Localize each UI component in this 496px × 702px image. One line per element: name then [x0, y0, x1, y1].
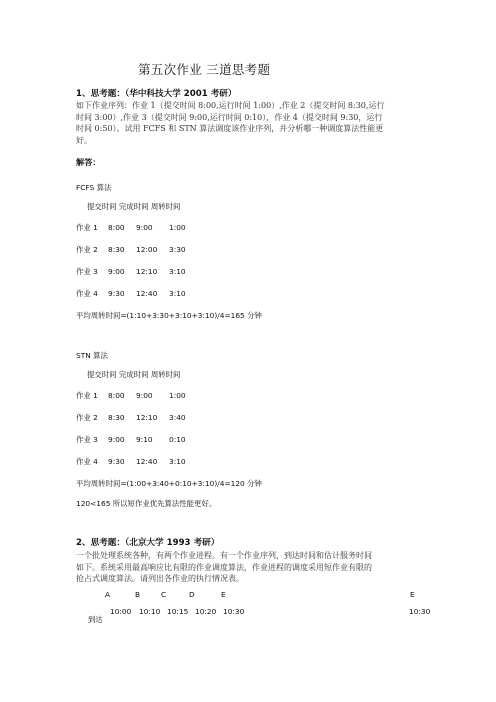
q1-line: 时间 3:00）,作业 3（提交时间 9:00,运行时间 0:10），作业 4（提交时间 9:30，运行: [76, 112, 383, 122]
fcfs-row: [76, 222, 186, 233]
arrival-d: 10:20: [195, 607, 217, 616]
submit-cell: 8:00: [108, 391, 125, 400]
stn-row: [76, 456, 186, 467]
q1-line: 好。: [76, 135, 92, 145]
submit-cell: 8:30: [108, 245, 125, 254]
job-cell: 作业 2: [76, 245, 98, 254]
finish-cell: 12:10: [136, 413, 158, 422]
turn-cell: 3:40: [169, 413, 186, 422]
submit-cell: 8:30: [108, 413, 125, 422]
turn-cell: 3:10: [169, 289, 186, 298]
finish-cell: 9:00: [136, 223, 153, 232]
table-header-c: C: [161, 590, 167, 599]
answer-label: 解答：: [76, 157, 101, 167]
finish-cell: 9:00: [136, 391, 153, 400]
turn-cell: 0:10: [169, 435, 186, 444]
submit-cell: 9:00: [108, 267, 125, 276]
turn-cell: 3:10: [169, 267, 186, 276]
table-header-d: D: [189, 590, 195, 599]
fcfs-average: 平均周转时间=(1:10+3:30+3:10+3:10)/4=165 分钟: [76, 311, 262, 320]
arrival-b: 10:10: [139, 607, 161, 616]
q2-heading: 2、思考题：（北京大学 1993 考研）: [76, 538, 220, 548]
submit-cell: 9:30: [108, 289, 125, 298]
turn-cell: 1:00: [169, 391, 186, 400]
conclusion: 120<165 所以短作业优先算法性能更好。: [76, 499, 217, 508]
stn-row: [76, 412, 186, 423]
table-header-a: A: [105, 590, 111, 599]
job-cell: 作业 3: [76, 435, 98, 444]
job-cell: 作业 4: [76, 289, 98, 298]
finish-cell: 12:00: [136, 245, 158, 254]
q2-line: 一个批处理系统各种，有两个作业进程。有一个作业序列，到达时间和估计服务时间: [76, 551, 372, 560]
stn-row: [76, 390, 186, 401]
job-cell: 作业 2: [76, 413, 98, 422]
q1-line: 时间 0:50）。试用 FCFS 和 STN 算法调度该作业序列，并分析哪一种调度算法性能更: [76, 124, 384, 133]
table-row-label: 到达: [88, 615, 103, 624]
q2-line: 抢占式调度算法。请列出各作业的执行情况表。: [76, 574, 244, 583]
turn-cell: 3:30: [169, 245, 186, 254]
job-cell: 作业 1: [76, 391, 98, 400]
job-cell: 作业 3: [76, 267, 98, 276]
fcfs-row: [76, 266, 186, 277]
stn-row: [76, 434, 186, 445]
q1-paragraph: [76, 100, 416, 146]
finish-cell: 12:40: [136, 457, 158, 466]
finish-cell: 9:10: [136, 435, 153, 444]
table-header-b: B: [135, 590, 141, 599]
submit-cell: 8:00: [108, 223, 125, 232]
arrival-c: 10:15: [167, 607, 189, 616]
finish-cell: 12:40: [136, 289, 158, 298]
submit-cell: 9:00: [108, 435, 125, 444]
job-cell: 作业 1: [76, 223, 98, 232]
q2-paragraph: [76, 550, 416, 585]
fcfs-label: FCFS 算法: [76, 183, 112, 192]
finish-cell: 12:10: [136, 267, 158, 276]
stn-label: STN 算法: [76, 351, 108, 360]
table-header-e-right: E: [410, 590, 415, 599]
fcfs-header: 提交时间 完成时间 周转时间: [87, 202, 181, 211]
job-cell: 作业 4: [76, 457, 98, 466]
stn-average: 平均周转时间=(1:00+3:40+0:10+3:10)/4=120 分钟: [76, 479, 262, 488]
fcfs-row: [76, 244, 186, 255]
q2-line: 如下。系统采用最高响应比有限的作业调度算法，作业进程的调度采用短作业有限的: [76, 562, 372, 572]
submit-cell: 9:30: [108, 457, 125, 466]
arrival-a: 10:00: [110, 607, 132, 616]
turn-cell: 3:10: [169, 457, 186, 466]
table-header-e: E: [221, 590, 226, 599]
fcfs-row: [76, 288, 186, 299]
arrival-e: 10:30: [223, 607, 245, 616]
q1-heading: 1、思考题：（华中科技大学 2001 考研）: [76, 89, 237, 99]
turn-cell: 1:00: [169, 223, 186, 232]
page-title: 第五次作业 三道思考题: [138, 62, 271, 77]
arrival-e-right: 10:30: [409, 607, 431, 616]
q1-line: 如下作业序列：作业 1（提交时间 8:00,运行时间 1:00）,作业 2（提交时间 8:30,运行: [76, 101, 385, 110]
stn-header: 提交时间 完成时间 周转时间: [87, 370, 181, 379]
